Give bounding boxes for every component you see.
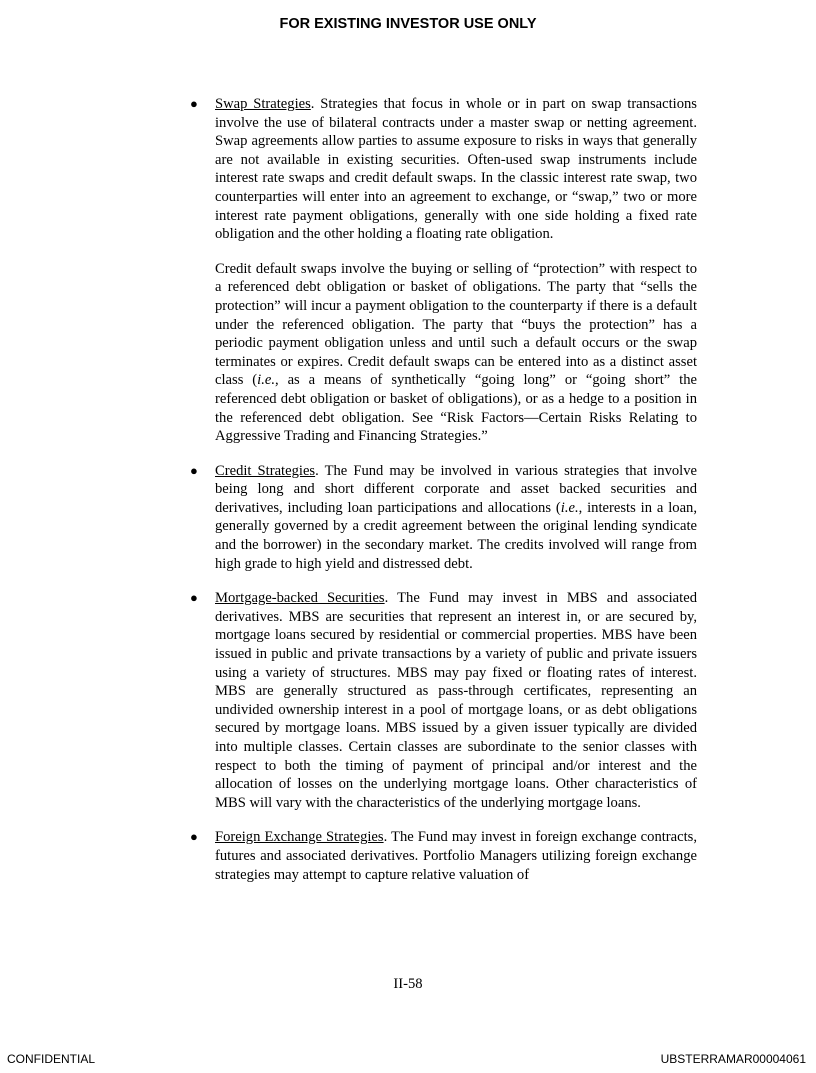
document-body xyxy=(190,95,697,900)
item-title: Credit Strategies xyxy=(215,462,316,479)
italic-ie: i.e. xyxy=(257,372,275,389)
paragraph-text: , as a means of synthetically “going long” or “going short” the referenced debt obligation or basket of obligations), or as a hedge to a position in the referenced debt obligation. See “Risk Factors—Certain Risks Relating to Aggressive Trading and Financing Strategies.” xyxy=(215,372,697,445)
italic-ie: i.e. xyxy=(560,499,579,516)
page-number: II-58 xyxy=(393,976,423,992)
bullet-icon: ● xyxy=(190,96,198,111)
list-item-mortgage-backed-securities xyxy=(190,589,697,812)
list-item-foreign-exchange-strategies xyxy=(190,828,697,884)
list-item-swap-strategies xyxy=(190,95,697,244)
paragraph-credit-default-swaps xyxy=(215,260,697,446)
item-text: . Strategies that focus in whole or in part on swap transactions involve the use of bilateral contracts under a master swap or netting agreement. Swap agreements allow parties to assume exposure to risks in ways that generally are not available in existing securities. Often-used swap instruments include interest rate swaps and credit default swaps. In the classic interest rate swap, two counterparties will enter into an agreement to exchange, or “swap,” two or more interest rate payment obligations, generally with one side holding a fixed rate obligation and the other holding a floating rate obligation. xyxy=(215,96,697,243)
footer-bates-number: UBSTERRAMAR00004061 xyxy=(660,1052,806,1066)
item-text: , interests in a loan, generally governed by a credit agreement between the original lending syndicate and the borrower) in the secondary market. The credits involved will range from high grade to high yield and distressed debt. xyxy=(215,499,697,572)
item-text: . The Fund may be involved in various strategies that involve being long and short different corporate and asset backed securities and derivatives, including loan participations and allocations ( xyxy=(215,462,697,516)
paragraph-text: Credit default swaps involve the buying or selling of “protection” with respect to a referenced debt obligation or basket of obligations. The party that “sells the protection” will incur a payment obligation to the counterparty if there is a default under the referenced obligation. The party that “buys the protection” has a periodic payment obligation unless and until such a default occurs or the swap terminates or expires. Credit default swaps can be entered into as a distinct asset class ( xyxy=(215,260,697,389)
item-text: . The Fund may invest in foreign exchange contracts, futures and associated derivatives. Portfolio Managers utilizing foreign exchange strategies may attempt to capture relative valuation of xyxy=(215,829,697,883)
item-title: Mortgage-backed Securities xyxy=(215,590,385,607)
list-item-credit-strategies xyxy=(190,462,697,574)
bullet-icon: ● xyxy=(190,829,198,845)
bullet-icon: ● xyxy=(190,462,198,478)
bullet-icon: ● xyxy=(190,590,198,606)
item-title: Foreign Exchange Strategies xyxy=(215,829,384,846)
footer-confidential: CONFIDENTIAL xyxy=(7,1052,96,1066)
item-title: Swap Strategies xyxy=(215,96,311,112)
page-header: FOR EXISTING INVESTOR USE ONLY xyxy=(279,16,537,32)
item-text: . The Fund may invest in MBS and associated derivatives. MBS are securities that represent an interest in, or are secured by, mortgage loans secured by residential or commercial properties. MBS have been issued in public and private transactions by a variety of public and private issuers using a variety of structures. MBS may pay fixed or floating rates of interest. MBS are generally structured as pass-through certificates, representing an undivided ownership interest in a pool of mortgage loans, or as debt obligations secured by mortgage loans. MBS issued by a given issuer typically are divided into multiple classes. Certain classes are subordinate to the senior classes with respect to both the timing of payment of principal and/or interest and the allocation of losses on the underlying mortgage loans. Other characteristics of MBS will vary with the characteristics of the underlying mortgage loans. xyxy=(215,590,697,811)
